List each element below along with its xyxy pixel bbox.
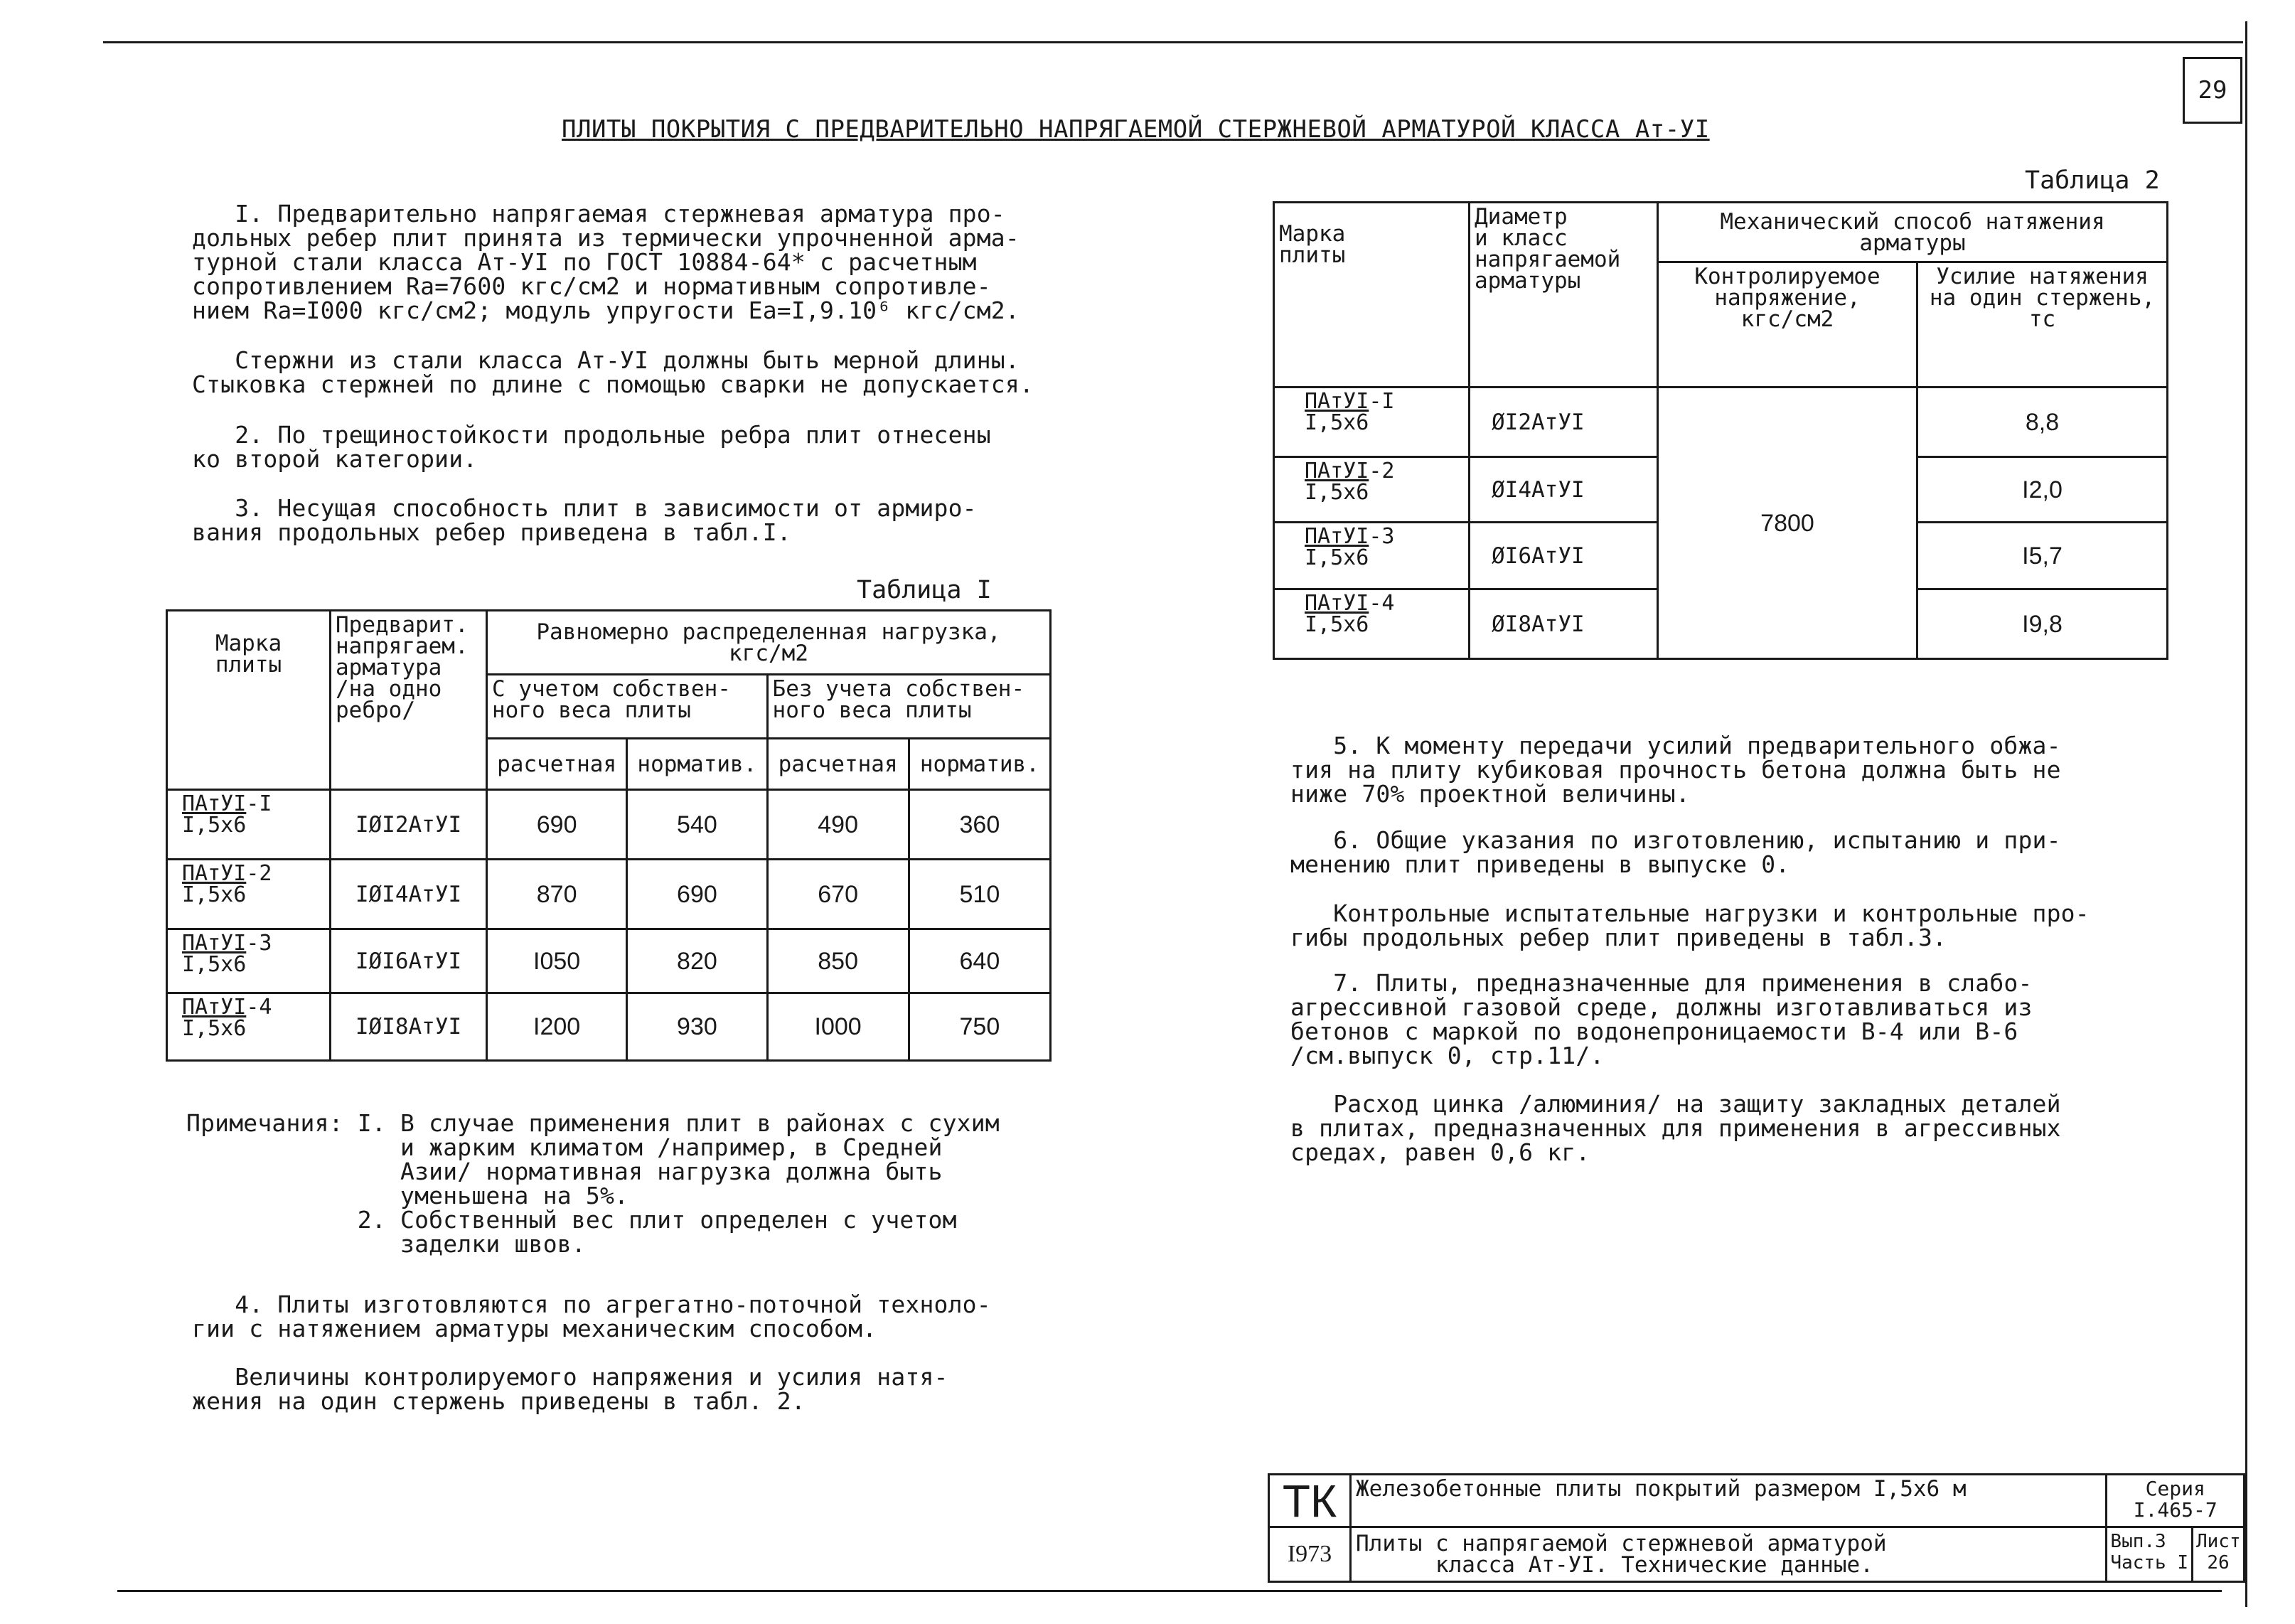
stamp-part: Часть I <box>2110 1552 2188 1574</box>
t1-cell-value: 930 <box>627 993 767 1061</box>
t1-header-load: Равномерно распределенная нагрузка, кгс/м2 <box>487 611 1051 675</box>
t1-cell-mark: ПАтУI-4 I,5х6 <box>167 993 331 1061</box>
paragraph-9: Контрольные испытательные нагрузки и контрольные про- гибы продольных ребер плит приведены в табл.3. <box>1290 899 2090 951</box>
t2-cell-mark: ПАтУI-2 I,5х6 <box>1274 457 1470 523</box>
paragraph-2: Стержни из стали класса Ат-УI должны быть мерной длины. Стыковка стержней по длине с помощью сварки не допускается. <box>192 346 1034 398</box>
t1-cell-mark: ПАтУI-3 I,5х6 <box>167 929 331 993</box>
t2-cell-stress: 7800 <box>1658 388 1917 659</box>
paragraph-1: I. Предварительно напрягаемая стержневая арматура про- дольных ребер плит принята из термически упрочненной арма- турной стали класса Ат-УI по ГОСТ 10884-64* с расчетным сопротивлением Rа=7600 кгс/см2 и нормативным сопротивле- нием Rа=I000 кгс/см2; модуль упругости Еа=I,9.10⁶ кгс/см2. <box>192 200 1020 324</box>
stamp-issue: Вып.3 <box>2110 1531 2166 1552</box>
paragraph-5: 4. Плиты изготовляются по агрегатно-поточной техноло- гии с натяжением арматуры механическим способом. <box>192 1291 991 1342</box>
top-border-line <box>103 41 2243 43</box>
t2-cell-mark: ПАтУI-3 I,5х6 <box>1274 523 1470 589</box>
table-2 <box>1273 201 2168 660</box>
t1-cell-value: 510 <box>909 860 1050 929</box>
t2-cell-mark: ПАтУI-I I,5х6 <box>1274 388 1470 457</box>
t1-cell-reinf: IØI8АтУI <box>331 993 487 1061</box>
t1-cell-value: I200 <box>487 993 627 1061</box>
stamp-sheet-label: Лист <box>2196 1531 2241 1552</box>
t2-header-stress: Контролируемое напряжение, кгс/см2 <box>1658 262 1917 388</box>
table-row <box>1274 388 2168 457</box>
table-row <box>167 929 1051 993</box>
bottom-border-line <box>117 1590 2222 1592</box>
t2-header-force: Усилие натяжения на один стержень, тс <box>1917 262 2168 388</box>
t1-cell-value: I050 <box>487 929 627 993</box>
t2-header-mechanical: Механический способ натяжения арматуры <box>1658 203 2168 262</box>
t2-cell-mark: ПАтУI-4 I,5х6 <box>1274 589 1470 659</box>
paragraph-6: Величины контролируемого напряжения и усилия натя- жения на один стержень приведены в табл. 2. <box>192 1363 948 1415</box>
t2-cell-force: I9,8 <box>1917 589 2168 659</box>
t1-header-norm-1: норматив. <box>627 739 767 790</box>
t1-cell-value: 690 <box>487 790 627 860</box>
t1-header-calc-1: расчетная <box>487 739 627 790</box>
t1-cell-reinf: IØI2АтУI <box>331 790 487 860</box>
paragraph-10: 7. Плиты, предназначенные для применения в слабо- агрессивной газовой среде, должны изготавливаться из бетонов с маркой по водонепроницаемости В-4 или В-6 /см.выпуск 0, стр.11/. <box>1290 969 2033 1069</box>
title-block <box>1268 1473 2245 1583</box>
table-row <box>167 860 1051 929</box>
t1-cell-reinf: IØI6АтУI <box>331 929 487 993</box>
t1-cell-reinf: IØI4АтУI <box>331 860 487 929</box>
t2-cell-force: I2,0 <box>1917 457 2168 523</box>
t1-header-reinforcement: Предварит. напрягаем. арматура /на одно ребро/ <box>331 611 487 790</box>
stamp-series: Серия I.465-7 <box>2107 1475 2245 1527</box>
stamp-tk: ТК <box>1269 1475 1351 1527</box>
stamp-year: I973 <box>1269 1527 1351 1582</box>
table-row <box>167 790 1051 860</box>
table-1 <box>166 609 1052 1062</box>
paragraph-7: 5. К моменту передачи усилий предварительного обжа- тия на плиту кубиковая прочность бетона должна быть не ниже 70% проектной величины. <box>1290 732 2061 808</box>
page-title: ПЛИТЫ ПОКРЫТИЯ С ПРЕДВАРИТЕЛЬНО НАПРЯГАЕМОЙ СТЕРЖНЕВОЙ АРМАТУРОЙ КЛАССА Ат-УI <box>562 115 1710 144</box>
t1-cell-mark: ПАтУI-2 I,5х6 <box>167 860 331 929</box>
t1-cell-mark: ПАтУI-I I,5х6 <box>167 790 331 860</box>
table-row <box>167 993 1051 1061</box>
stamp-title-line-2: Плиты с напрягаемой стержневой арматурой класса Ат-УI. Технические данные. <box>1351 1527 2107 1582</box>
stamp-issue-sheet <box>2107 1527 2245 1582</box>
t2-cell-force: 8,8 <box>1917 388 2168 457</box>
page-number: 29 <box>2183 57 2242 124</box>
table2-caption: Таблица 2 <box>2025 166 2160 195</box>
t1-cell-value: 640 <box>909 929 1050 993</box>
t1-header-mark: Марка плиты <box>167 611 331 790</box>
t1-header-without-weight: Без учета собствен- ного веса плиты <box>767 675 1050 739</box>
t2-cell-diameter: ØI8АтУI <box>1470 589 1658 659</box>
t1-cell-value: 850 <box>767 929 909 993</box>
t1-cell-value: 490 <box>767 790 909 860</box>
paragraph-3: 2. По трещиностойкости продольные ребра плит отнесены ко второй категории. <box>192 421 991 473</box>
t1-header-calc-2: расчетная <box>767 739 909 790</box>
right-border-line <box>2245 21 2247 1607</box>
paragraph-4: 3. Несущая способность плит в зависимости от армиро- вания продольных ребер приведена в табл.I. <box>192 494 977 546</box>
t2-cell-force: I5,7 <box>1917 523 2168 589</box>
t1-header-norm-2: норматив. <box>909 739 1050 790</box>
t1-cell-value: 670 <box>767 860 909 929</box>
notes: Примечания: I. В случае применения плит в районах с сухим и жарким климатом /например, в Средней Азии/ нормативная нагрузка должна быть уменьшена на 5%. 2. Собственный вес плит определен с учетом заделки швов. <box>186 1109 1000 1258</box>
t2-cell-diameter: ØI4АтУI <box>1470 457 1658 523</box>
paragraph-8: 6. Общие указания по изготовлению, испытанию и при- менению плит приведены в выпуске 0. <box>1290 826 2061 878</box>
stamp-sheet-number: 26 <box>2207 1552 2230 1574</box>
t2-cell-diameter: ØI6АтУI <box>1470 523 1658 589</box>
t2-cell-diameter: ØI2АтУI <box>1470 388 1658 457</box>
t1-cell-value: 360 <box>909 790 1050 860</box>
t1-cell-value: 540 <box>627 790 767 860</box>
t1-cell-value: 820 <box>627 929 767 993</box>
t1-cell-value: 690 <box>627 860 767 929</box>
t1-cell-value: 870 <box>487 860 627 929</box>
stamp-title-line-1: Железобетонные плиты покрытий размером I,5х6 м <box>1351 1475 2107 1527</box>
t1-header-with-weight: С учетом собствен- ного веса плиты <box>487 675 768 739</box>
t2-header-diameter: Диаметр и класс напрягаемой арматуры <box>1470 203 1658 388</box>
t1-cell-value: 750 <box>909 993 1050 1061</box>
paragraph-11: Расход цинка /алюминия/ на защиту закладных деталей в плитах, предназначенных для применения в агрессивных средах, равен 0,6 кг. <box>1290 1090 2061 1166</box>
t1-cell-value: I000 <box>767 993 909 1061</box>
t2-header-mark: Марка плиты <box>1274 203 1470 388</box>
table1-caption: Таблица I <box>857 576 992 604</box>
